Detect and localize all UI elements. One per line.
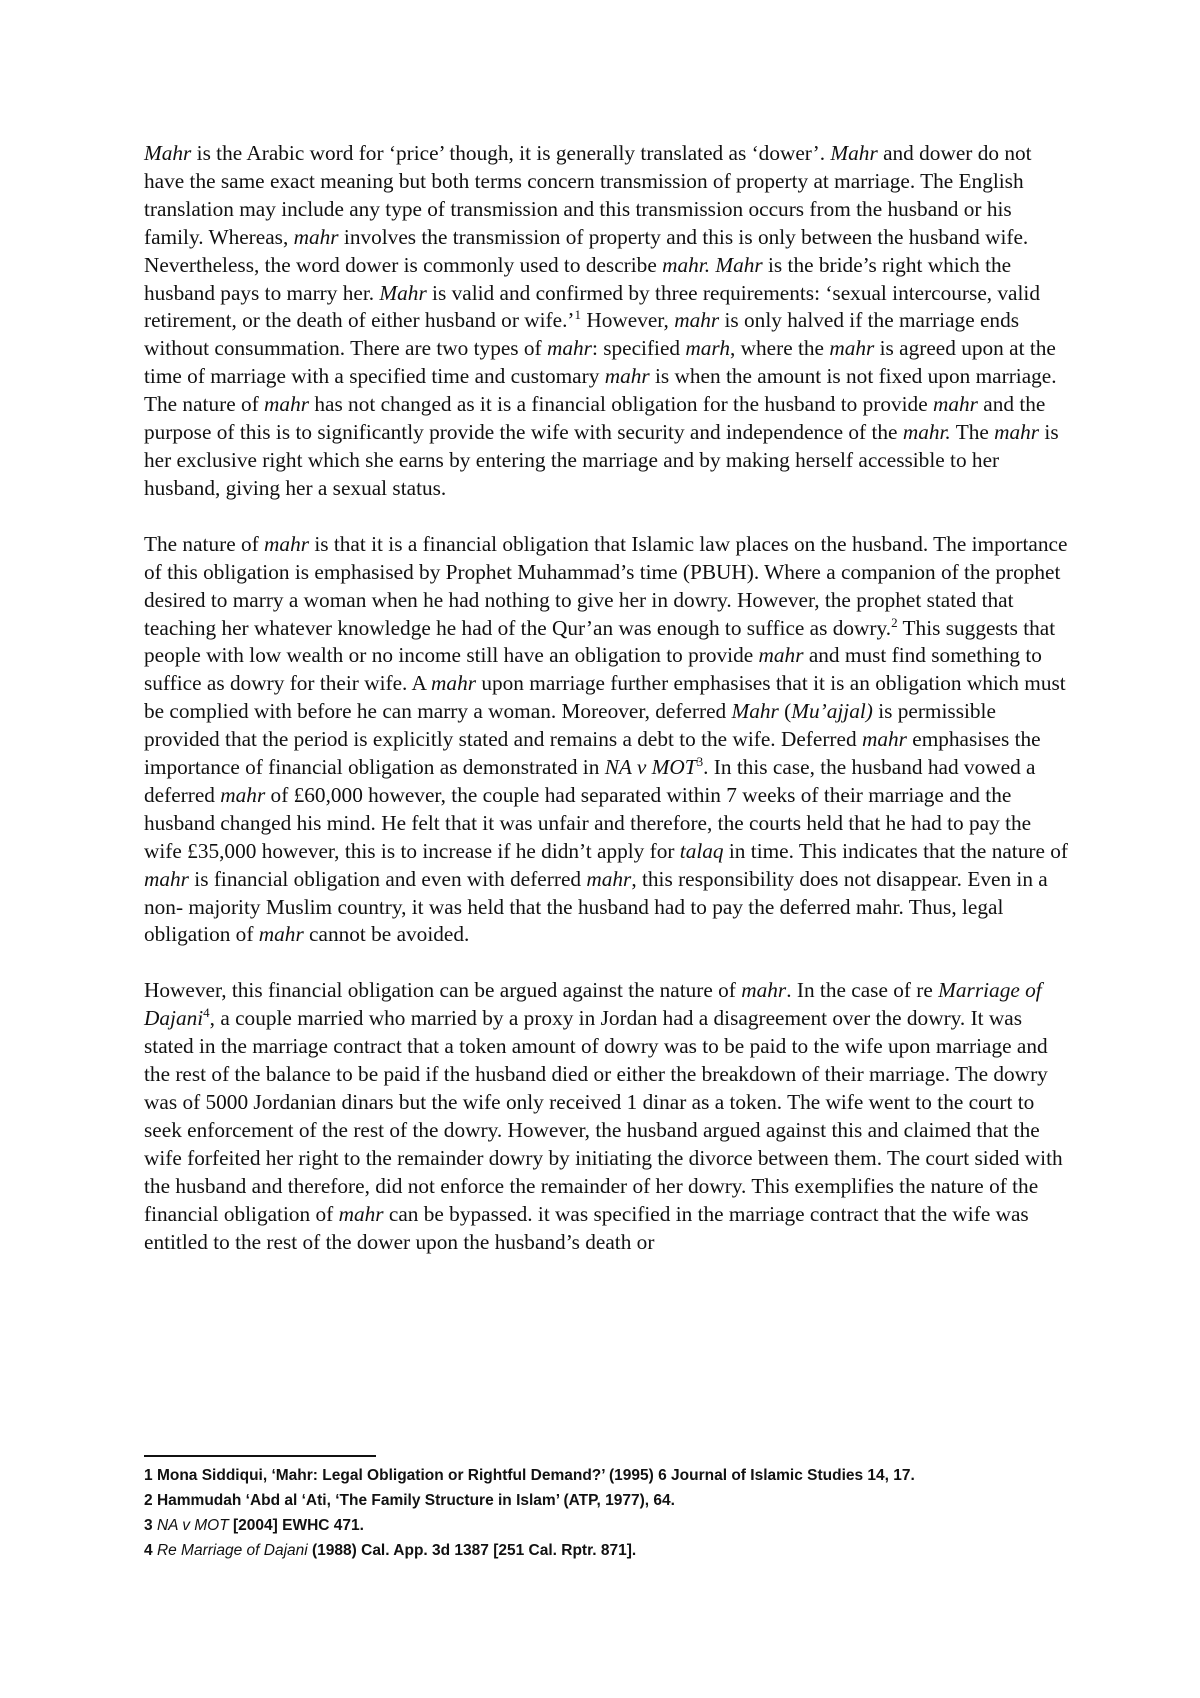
italic-term: mahr bbox=[264, 392, 310, 417]
italic-term: mahr bbox=[338, 1201, 384, 1226]
paragraph-3 bbox=[144, 977, 1074, 1256]
italic-term: mahr bbox=[546, 336, 592, 361]
text-run: The bbox=[950, 420, 995, 445]
text-run: : specified bbox=[591, 336, 686, 361]
text-run: and must find something to suffice as dowry for their wife. A bbox=[144, 643, 1042, 696]
text-run: has not changed as it is a financial obligation for the husband to provide bbox=[309, 392, 933, 417]
text-run: in time. This indicates that the nature of bbox=[723, 838, 1068, 863]
footnote-number: 2 bbox=[144, 1492, 153, 1509]
italic-term: mahr bbox=[293, 224, 339, 249]
italic-term: mahr bbox=[258, 922, 304, 947]
document-body bbox=[144, 140, 1074, 1284]
text-run: is when the amount is not fixed upon marriage. The nature of bbox=[144, 364, 1057, 417]
text-run: involves the transmission of property and this is only between the husband wife. Nevertheless, the word dower is commonly used to describe bbox=[144, 224, 1029, 277]
italic-term: Re Marriage of Dajani bbox=[156, 1542, 308, 1559]
italic-term: Mu’ajjal) bbox=[791, 699, 873, 724]
italic-term: mahr bbox=[741, 978, 787, 1003]
footnote-number: 3 bbox=[144, 1517, 153, 1534]
text-run: is permissible provided that the period is explicitly stated and remains a debt to the wife. Deferred bbox=[144, 699, 996, 752]
italic-term: mahr bbox=[586, 866, 632, 891]
italic-term: talaq bbox=[679, 838, 724, 863]
text-run: is her exclusive right which she earns by entering the marriage and by making herself accessible to her husband, giving her a sexual status. bbox=[144, 420, 1059, 500]
text-run: is that it is a financial obligation that Islamic law places on the husband. The importance of this obligation is emphasised by Prophet Muhammad’s time (PBUH). Where a companion of the prophet desired to marry a woman when he had nothing to give her in dowry. However, the prophet stated that teaching her whatever knowledge he had of the Qur’an was enough to suffice as dowry. bbox=[144, 531, 1068, 640]
text-run: . In the case of re bbox=[786, 978, 939, 1003]
italic-term: mahr bbox=[604, 364, 650, 389]
text-run: However, this financial obligation can be argued against the nature of bbox=[144, 978, 742, 1003]
footnote-ref: 3 bbox=[696, 753, 704, 769]
italic-term: mahr bbox=[994, 420, 1040, 445]
text-run: is only halved if the marriage ends without consummation. There are two types of bbox=[144, 308, 1020, 361]
footnotes bbox=[144, 1463, 1074, 1563]
text-run: (1988) Cal. App. 3d 1387 [251 Cal. Rptr. 871]. bbox=[307, 1542, 637, 1559]
italic-term: mahr bbox=[431, 671, 477, 696]
text-run: [2004] EWHC 471. bbox=[228, 1517, 364, 1534]
footnote-ref: 1 bbox=[574, 307, 582, 323]
italic-term: mahr bbox=[144, 866, 189, 891]
text-run: is financial obligation and even with deferred bbox=[188, 866, 587, 891]
text-run: and dower do not have the same exact meaning but both terms concern transmission of property at marriage. The English translation may include any type of transmission and this transmission occurs from the husband or his family. Whereas, bbox=[144, 141, 1032, 249]
italic-term: Mahr bbox=[715, 252, 763, 277]
text-run: , this responsibility does not disappear. Even in a non- majority Muslim country, it was held that the husband had to pay the deferred mahr. Thus, legal obligation of bbox=[144, 866, 1048, 947]
footnote-1 bbox=[144, 1463, 1074, 1488]
text-run: , a couple married who married by a proxy in Jordan had a disagreement over the dowry. It was stated in the marriage contract that a token amount of dowry was to be paid to the wife upon marriage and the rest of the balance to be paid if the husband died or either the breakdown of their marriage. The dowry was of 5000 Jordanian dinars but the wife only received 1 dinar as a token. The wife went to the court to seek enforcement of the rest of the dowry. However, the husband argued against this and claimed that the wife forfeited her right to the remainder dowry by initiating the divorce between them. The court sided with the husband and therefore, did not enforce the remainder of her dowry. This exemplifies the nature of the financial obligation of bbox=[144, 1006, 1063, 1226]
italic-term: marh bbox=[685, 336, 730, 361]
italic-term: Marriage of Dajani bbox=[144, 978, 1042, 1031]
italic-term: mahr bbox=[758, 643, 804, 668]
text-run: The nature of bbox=[144, 531, 265, 556]
footnote-2 bbox=[144, 1488, 1074, 1513]
text-run: cannot be avoided. bbox=[303, 922, 470, 947]
text-run: can be bypassed. it was specified in the marriage contract that the wife was entitled to the rest of the dower upon the husband’s death or bbox=[144, 1201, 1029, 1254]
text-run: is valid and confirmed by three requirements: ‘sexual intercourse, valid retirement, or the death of either husband or wife.’ bbox=[144, 280, 1040, 333]
text-run: upon marriage further emphasises that it is an obligation which must be complied with before he can marry a woman. Moreover, deferred bbox=[144, 671, 1066, 724]
text-run: of £60,000 however, the couple had separated within 7 weeks of their marriage and the husband changed his mind. He felt that it was unfair and therefore, the courts held that he had to pay the wife £35,000 however, this is to increase if he didn’t apply for bbox=[144, 782, 1032, 863]
paragraph-1 bbox=[144, 140, 1074, 503]
text-run: . In this case, the husband had vowed a deferred bbox=[144, 755, 1036, 807]
paragraph-2 bbox=[144, 531, 1074, 950]
text-run: This suggests that people with low wealth or no income still have an obligation to provide bbox=[144, 615, 1056, 668]
text-run: is the bride’s right which the husband pays to marry her. bbox=[144, 252, 1012, 305]
footnote-text bbox=[157, 1517, 364, 1534]
footnote-ref: 4 bbox=[203, 1005, 210, 1021]
italic-term: mahr bbox=[264, 531, 310, 556]
italic-term: Mahr bbox=[144, 141, 192, 165]
footnote-3 bbox=[144, 1513, 1074, 1538]
footnote-number: 1 bbox=[144, 1467, 153, 1484]
italic-term: NA v MOT bbox=[604, 755, 697, 780]
text-run: Mona Siddiqui, ‘Mahr: Legal Obligation or Rightful Demand?’ (1995) 6 Journal of Islamic Studies 14, 17. bbox=[156, 1467, 915, 1484]
footnote-ref: 2 bbox=[891, 614, 898, 630]
italic-term: mahr bbox=[861, 727, 907, 752]
italic-term: Mahr bbox=[731, 699, 779, 724]
text-run: is agreed upon at the time of marriage with a specified time and customary bbox=[144, 336, 1056, 389]
italic-term: mahr bbox=[220, 782, 266, 807]
footnote-text bbox=[157, 1492, 675, 1509]
text-run: emphasises the importance of financial obligation as demonstrated in bbox=[144, 727, 1041, 780]
footnote-4 bbox=[144, 1538, 1074, 1563]
italic-term: mahr. bbox=[902, 420, 951, 445]
italic-term: mahr bbox=[674, 308, 720, 333]
footnote-text bbox=[157, 1542, 636, 1559]
footnote-text bbox=[157, 1467, 915, 1484]
text-run: Hammudah ‘Abd al ‘Ati, ‘The Family Structure in Islam’ (ATP, 1977), 64. bbox=[156, 1492, 675, 1509]
italic-term: mahr bbox=[932, 392, 978, 417]
text-run: ( bbox=[778, 699, 792, 724]
italic-term: mahr bbox=[829, 336, 875, 361]
text-run: and the purpose of this is to significantly provide the wife with security and independence of the bbox=[144, 392, 1046, 445]
text-run: is the Arabic word for ‘price’ though, it is generally translated as ‘dower’. bbox=[191, 141, 831, 165]
text-run: However, bbox=[581, 308, 675, 333]
text-run: , where the bbox=[729, 336, 830, 361]
footnote-separator bbox=[144, 1455, 376, 1457]
footnote-number: 4 bbox=[144, 1542, 153, 1559]
italic-term: Mahr bbox=[830, 141, 878, 165]
italic-term: Mahr bbox=[379, 280, 427, 305]
italic-term: NA v MOT bbox=[156, 1517, 229, 1534]
italic-term: mahr. bbox=[662, 252, 711, 277]
